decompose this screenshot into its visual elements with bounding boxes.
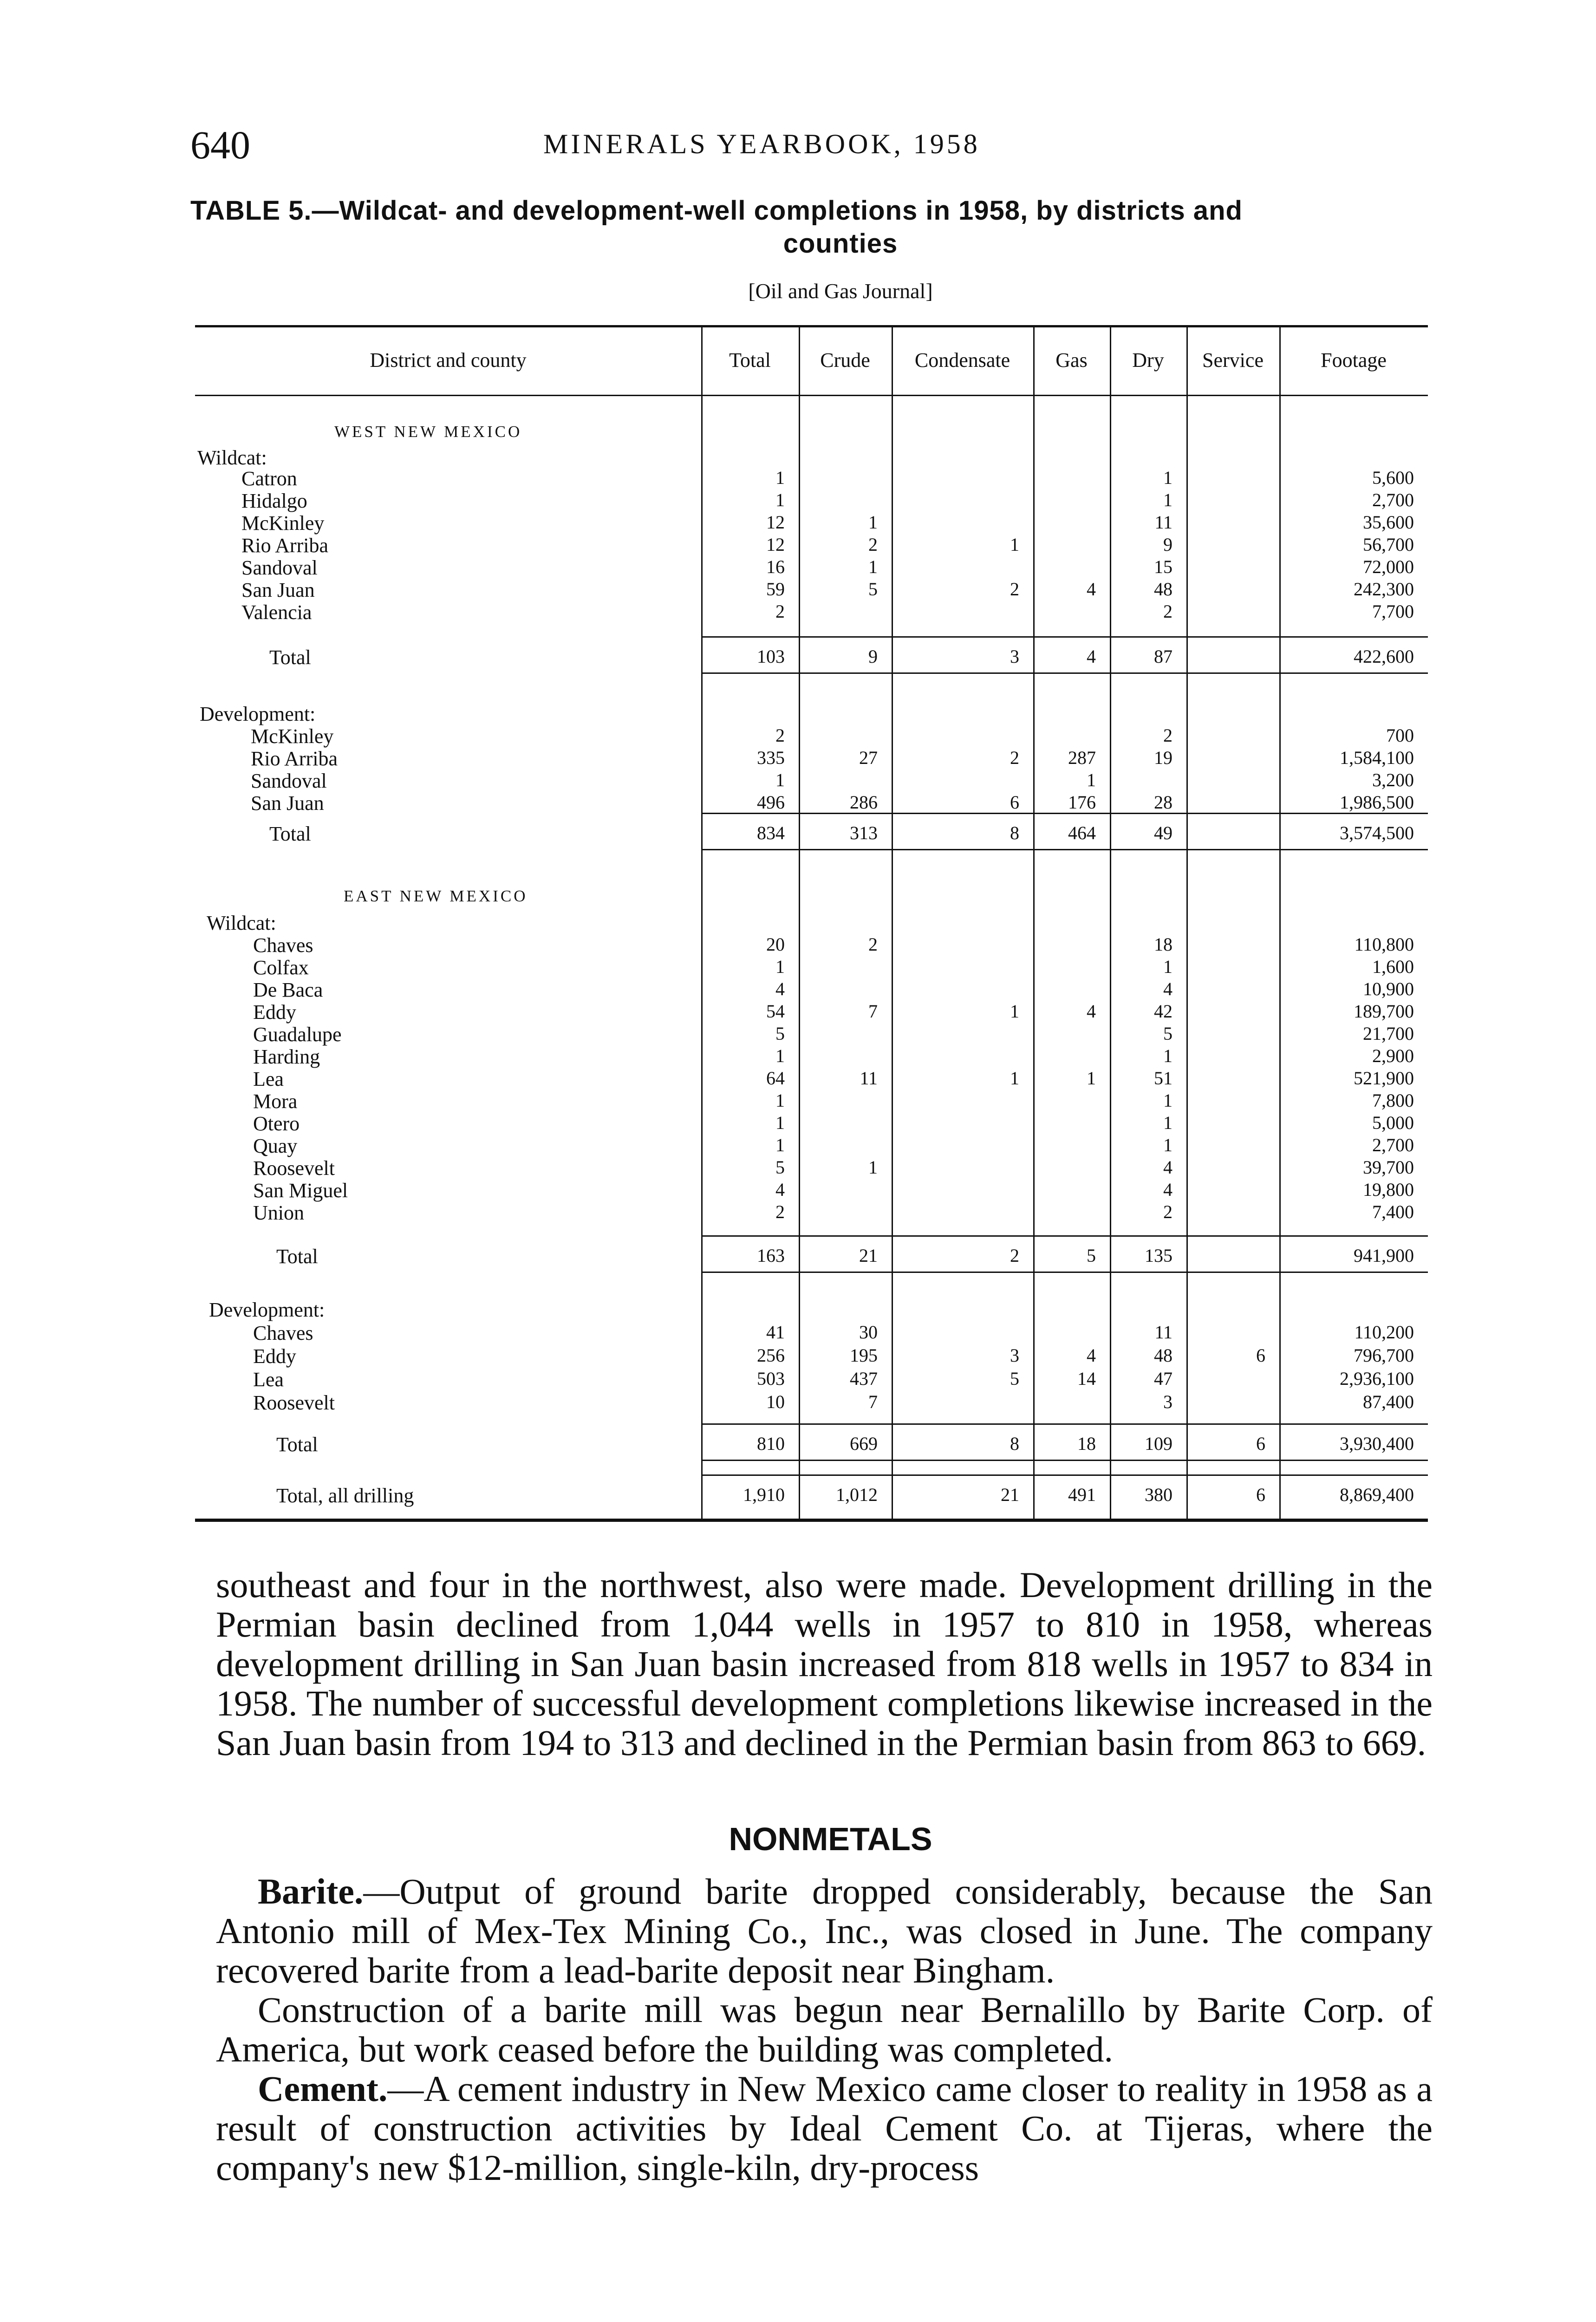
- table-row: [195, 1321, 1428, 1344]
- row-label: San Juan: [251, 792, 324, 815]
- total-value: 313: [850, 822, 878, 843]
- cell-value: 11: [1154, 1322, 1173, 1343]
- cell-value: 1: [1163, 489, 1173, 510]
- cell-value: 5: [775, 1023, 785, 1044]
- row-label: Hidalgo: [241, 489, 307, 512]
- table-row: [195, 1391, 1428, 1414]
- cell-value: 2: [868, 534, 878, 555]
- cell-value: 286: [850, 792, 878, 813]
- cell-value: 2: [775, 601, 785, 622]
- total-value: 87: [1154, 646, 1173, 667]
- cell-value: 28: [1154, 792, 1173, 813]
- cell-value: 54: [766, 1001, 785, 1022]
- total-value: 21: [859, 1245, 878, 1266]
- cell-value: 2: [1163, 725, 1173, 746]
- table-row: [195, 556, 1428, 579]
- cell-value: 6: [1010, 792, 1019, 813]
- total-value: 8: [1010, 1433, 1019, 1454]
- table-row: [195, 511, 1428, 535]
- cell-value: 2,700: [1372, 489, 1414, 510]
- cell-value: 72,000: [1363, 556, 1414, 577]
- cell-value: 59: [766, 579, 785, 600]
- running-title: MINERALS YEARBOOK, 1958: [543, 129, 980, 159]
- cell-value: 9: [1163, 534, 1173, 555]
- total-value: 8: [1010, 822, 1019, 843]
- cell-value: 2: [775, 1201, 785, 1222]
- table-row: [195, 600, 1428, 624]
- cell-value: 16: [766, 556, 785, 577]
- cell-value: 4: [1163, 1157, 1173, 1178]
- row-label: Lea: [253, 1368, 284, 1391]
- total-value: 9: [868, 646, 878, 667]
- cell-value: 1: [868, 512, 878, 533]
- total-rule: [701, 1423, 1428, 1425]
- section-heading-west: WEST NEW MEXICO: [334, 423, 522, 441]
- total-rule: [701, 813, 1428, 814]
- table-row: [195, 1112, 1428, 1135]
- cell-value: 110,200: [1354, 1322, 1414, 1343]
- table-row: [195, 1156, 1428, 1180]
- table-caption-line1: TABLE 5.—Wildcat- and development-well completions in 1958, by districts and: [190, 196, 1243, 226]
- nonmetals-text: [216, 1872, 1433, 2187]
- table-row: [195, 1000, 1428, 1024]
- paragraph-text: southeast and four in the northwest, also were made. Development drilling in the Permian basin declined from 1,044 wells in 1957 to 810 in 1958, whereas development drilling in San Juan basin increased from 818 wells in 1957 to 834 in 1958. The number of successful development completions likewise increased in the San Juan basin from 194 to 313 and declined in the Permian basin from 863 to 669.: [216, 1565, 1433, 1763]
- cell-value: 110,800: [1354, 934, 1414, 955]
- row-label: San Miguel: [253, 1179, 348, 1202]
- cell-value: 1: [1163, 956, 1173, 977]
- total-value: 1,012: [836, 1484, 878, 1505]
- cell-value: 5: [868, 579, 878, 600]
- total-rule: [701, 849, 1428, 850]
- cell-value: 5,000: [1372, 1112, 1414, 1133]
- total-value: 6: [1256, 1484, 1265, 1505]
- total-value: 18: [1077, 1433, 1096, 1454]
- cell-value: 1: [868, 1157, 878, 1178]
- cell-value: 42: [1154, 1001, 1173, 1022]
- cell-value: 1: [775, 956, 785, 977]
- column-header-crude: Crude: [820, 348, 870, 372]
- row-label: Union: [253, 1201, 304, 1224]
- table-row: [195, 1179, 1428, 1202]
- row-label: McKinley: [241, 512, 325, 535]
- total-value: 669: [850, 1433, 878, 1454]
- cell-value: 2: [1010, 747, 1019, 768]
- cell-value: 1: [775, 1090, 785, 1111]
- cell-value: 3: [1163, 1391, 1173, 1412]
- group-label-development: Development:: [200, 703, 316, 725]
- paragraph-drilling: [216, 1565, 1433, 1762]
- total-rule: [701, 1474, 1428, 1476]
- cell-value: 437: [850, 1368, 878, 1389]
- cell-value: 176: [1068, 792, 1096, 813]
- table-row: [195, 956, 1428, 979]
- cell-value: 189,700: [1354, 1001, 1414, 1022]
- row-label: Sandoval: [251, 770, 327, 792]
- cell-value: 503: [757, 1368, 785, 1389]
- row-label: Harding: [253, 1045, 320, 1068]
- cell-value: 27: [859, 747, 878, 768]
- table-row: [195, 1023, 1428, 1046]
- row-label: Colfax: [253, 956, 309, 979]
- cell-value: 30: [859, 1322, 878, 1343]
- column-header-condensate: Condensate: [914, 348, 1010, 372]
- cell-value: 1: [1087, 1068, 1096, 1089]
- cell-value: 35,600: [1363, 512, 1414, 533]
- row-label: Valencia: [241, 601, 312, 624]
- cell-value: 19,800: [1363, 1179, 1414, 1200]
- cell-value: 6: [1256, 1345, 1265, 1366]
- cell-value: 2,700: [1372, 1135, 1414, 1155]
- table-row: [195, 791, 1428, 815]
- barite-text: —Output of ground barite dropped considerably, because the San Antonio mill of Mex-Tex Mining Co., Inc., was closed in June. The company recovered barite from a lead-barite deposit near Bingham.: [216, 1871, 1433, 1990]
- cell-value: 1: [775, 1112, 785, 1133]
- cell-value: 64: [766, 1068, 785, 1089]
- cell-value: 1: [1163, 1112, 1173, 1133]
- cell-value: 4: [775, 1179, 785, 1200]
- cell-value: 1: [775, 1135, 785, 1155]
- cell-value: 700: [1386, 725, 1414, 746]
- total-rule: [701, 1460, 1428, 1461]
- column-header-total: Total: [729, 348, 771, 372]
- table-row: [195, 724, 1428, 748]
- total-value: 4: [1087, 646, 1096, 667]
- cell-value: 14: [1077, 1368, 1096, 1389]
- cell-value: 1: [1163, 467, 1173, 488]
- cell-value: 5,600: [1372, 467, 1414, 488]
- cell-value: 335: [757, 747, 785, 768]
- total-label: Total: [269, 822, 311, 845]
- row-label: Sandoval: [241, 556, 318, 579]
- section-heading-east: EAST NEW MEXICO: [344, 887, 528, 905]
- cell-value: 4: [1087, 1345, 1096, 1366]
- row-label: Guadalupe: [253, 1023, 342, 1046]
- cell-value: 7,800: [1372, 1090, 1414, 1111]
- row-label: Rio Arriba: [251, 747, 338, 770]
- total-value: 103: [757, 646, 785, 667]
- total-row: [195, 1245, 1428, 1268]
- row-label: De Baca: [253, 978, 323, 1001]
- cell-value: 5: [1163, 1023, 1173, 1044]
- cell-value: 11: [860, 1068, 878, 1089]
- cell-value: 1: [1010, 534, 1019, 555]
- cell-value: 242,300: [1354, 579, 1414, 600]
- lead-cement: Cement.: [258, 2068, 388, 2109]
- row-label: San Juan: [241, 579, 315, 601]
- cell-value: 1,986,500: [1340, 792, 1414, 813]
- total-value: 464: [1068, 822, 1096, 843]
- row-label: Eddy: [253, 1345, 296, 1368]
- row-label: Catron: [241, 467, 297, 490]
- cell-value: 1: [775, 489, 785, 510]
- cell-value: 5: [1010, 1368, 1019, 1389]
- total-rule: [701, 1272, 1428, 1273]
- table-row: [195, 1344, 1428, 1368]
- table-row: [195, 1067, 1428, 1090]
- cell-value: 51: [1154, 1068, 1173, 1089]
- cell-value: 7,700: [1372, 601, 1414, 622]
- total-label: Total: [276, 1245, 318, 1268]
- table-row: [195, 489, 1428, 512]
- row-label: Eddy: [253, 1001, 296, 1024]
- table-row: [195, 978, 1428, 1001]
- cell-value: 496: [757, 792, 785, 813]
- group-label-development: Development:: [209, 1298, 325, 1321]
- cell-value: 3: [1010, 1345, 1019, 1366]
- total-rule: [701, 1235, 1428, 1237]
- total-value: 3,930,400: [1340, 1433, 1414, 1454]
- total-value: 491: [1068, 1484, 1096, 1505]
- table-caption: [190, 195, 1426, 259]
- total-value: 941,900: [1354, 1245, 1414, 1266]
- paragraph-cement: [216, 2069, 1433, 2187]
- total-rule: [701, 672, 1428, 674]
- cell-value: 21,700: [1363, 1023, 1414, 1044]
- total-label: Total: [276, 1433, 318, 1456]
- total-value: 163: [757, 1245, 785, 1266]
- table-row: [195, 467, 1428, 490]
- table-row: [195, 1089, 1428, 1113]
- cell-value: 48: [1154, 579, 1173, 600]
- cell-value: 521,900: [1354, 1068, 1414, 1089]
- cell-value: 1: [1163, 1045, 1173, 1066]
- total-row: [195, 822, 1428, 845]
- row-label: McKinley: [251, 725, 334, 748]
- cell-value: 7: [868, 1391, 878, 1412]
- cell-value: 1: [1163, 1090, 1173, 1111]
- table-bottom-rule: [195, 1519, 1428, 1522]
- row-label: Chaves: [253, 934, 313, 957]
- cell-value: 3,200: [1372, 770, 1414, 790]
- column-header-service: Service: [1202, 348, 1264, 372]
- total-value: 380: [1145, 1484, 1173, 1505]
- cell-value: 2: [775, 725, 785, 746]
- total-label: Total: [269, 646, 311, 669]
- total-value: 2: [1010, 1245, 1019, 1266]
- cell-value: 4: [1087, 1001, 1096, 1022]
- total-value: 109: [1145, 1433, 1173, 1454]
- cell-value: 2: [1010, 579, 1019, 600]
- table-caption-line2: counties: [783, 228, 898, 259]
- row-label: Otero: [253, 1112, 300, 1135]
- cell-value: 2: [1163, 601, 1173, 622]
- cell-value: 18: [1154, 934, 1173, 955]
- table-row: [195, 769, 1428, 792]
- cell-value: 256: [757, 1345, 785, 1366]
- cell-value: 7,400: [1372, 1201, 1414, 1222]
- table-row: [195, 933, 1428, 957]
- header-rule: [195, 395, 1428, 396]
- group-label-wildcat: Wildcat:: [207, 912, 276, 934]
- column-header-district: District and county: [370, 348, 527, 372]
- table-row: [195, 1368, 1428, 1391]
- column-header-footage: Footage: [1321, 348, 1387, 372]
- cell-value: 4: [1087, 579, 1096, 600]
- cell-value: 2: [1163, 1201, 1173, 1222]
- row-label: Lea: [253, 1068, 284, 1090]
- cell-value: 1,600: [1372, 956, 1414, 977]
- table-row: [195, 1045, 1428, 1068]
- total-rule: [701, 636, 1428, 638]
- table-row: [195, 1134, 1428, 1157]
- table-row: [195, 1201, 1428, 1224]
- cell-value: 11: [1154, 512, 1173, 533]
- cell-value: 195: [850, 1345, 878, 1366]
- cell-value: 41: [766, 1322, 785, 1343]
- table-row: [195, 747, 1428, 770]
- cell-value: 87,400: [1363, 1391, 1414, 1412]
- total-value: 3: [1010, 646, 1019, 667]
- cell-value: 47: [1154, 1368, 1173, 1389]
- cell-value: 2,936,100: [1340, 1368, 1414, 1389]
- cell-value: 1,584,100: [1340, 747, 1414, 768]
- total-value: 810: [757, 1433, 785, 1454]
- cell-value: 796,700: [1354, 1345, 1414, 1366]
- grand-total-row: [195, 1484, 1428, 1507]
- paragraph-barite: [216, 1872, 1433, 1990]
- cell-value: 4: [1163, 1179, 1173, 1200]
- total-label: Total, all drilling: [276, 1484, 414, 1507]
- total-value: 49: [1154, 822, 1173, 843]
- cell-value: 2: [868, 934, 878, 955]
- cell-value: 1: [1163, 1135, 1173, 1155]
- paragraph-barite-mill: Construction of a barite mill was begun near Bernalillo by Barite Corp. of America, but work ceased before the building was completed.: [216, 1989, 1433, 2069]
- cell-value: 2,900: [1372, 1045, 1414, 1066]
- row-label: Mora: [253, 1090, 298, 1113]
- group-label-wildcat: Wildcat:: [197, 446, 267, 469]
- cell-value: 19: [1154, 747, 1173, 768]
- cell-value: 10,900: [1363, 978, 1414, 999]
- cement-text: —A cement industry in New Mexico came closer to reality in 1958 as a result of construction activities by Ideal Cement Co. at Tijeras, where the company's new $12-million, single-kiln, dry-process: [216, 2068, 1433, 2188]
- running-header: [190, 122, 1388, 173]
- total-value: 422,600: [1354, 646, 1414, 667]
- total-value: 21: [1001, 1484, 1019, 1505]
- total-value: 8,869,400: [1340, 1484, 1414, 1505]
- cell-value: 1: [775, 467, 785, 488]
- well-completions-table: [195, 325, 1428, 1542]
- cell-value: 1: [1010, 1068, 1019, 1089]
- row-label: Rio Arriba: [241, 534, 328, 557]
- total-row: [195, 646, 1428, 669]
- cell-value: 5: [775, 1157, 785, 1178]
- table-row: [195, 578, 1428, 601]
- cell-value: 39,700: [1363, 1157, 1414, 1178]
- cell-value: 48: [1154, 1345, 1173, 1366]
- total-row: [195, 1433, 1428, 1456]
- cell-value: 7: [868, 1001, 878, 1022]
- total-value: 834: [757, 822, 785, 843]
- cell-value: 56,700: [1363, 534, 1414, 555]
- cell-value: 15: [1154, 556, 1173, 577]
- cell-value: 1: [1010, 1001, 1019, 1022]
- row-label: Chaves: [253, 1322, 313, 1344]
- column-header-gas: Gas: [1055, 348, 1088, 372]
- table-row: [195, 534, 1428, 557]
- cell-value: 4: [775, 978, 785, 999]
- cell-value: 1: [775, 770, 785, 790]
- cell-value: 12: [766, 512, 785, 533]
- total-value: 6: [1256, 1433, 1265, 1454]
- cell-value: 10: [766, 1391, 785, 1412]
- total-value: 3,574,500: [1340, 822, 1414, 843]
- lead-barite: Barite.: [258, 1871, 364, 1911]
- cell-value: 20: [766, 934, 785, 955]
- table-source: [Oil and Gas Journal]: [748, 279, 933, 303]
- page-number: 640: [190, 123, 250, 167]
- cell-value: 1: [868, 556, 878, 577]
- row-label: Quay: [253, 1135, 298, 1157]
- section-heading-nonmetals: NONMETALS: [729, 1821, 932, 1857]
- column-header-dry: Dry: [1132, 348, 1164, 372]
- row-label: Roosevelt: [253, 1391, 335, 1414]
- cell-value: 1: [775, 1045, 785, 1066]
- row-label: Roosevelt: [253, 1157, 335, 1180]
- total-value: 1,910: [743, 1484, 785, 1505]
- total-value: 135: [1145, 1245, 1173, 1266]
- cell-value: 287: [1068, 747, 1096, 768]
- total-value: 5: [1087, 1245, 1096, 1266]
- cell-value: 12: [766, 534, 785, 555]
- cell-value: 1: [1087, 770, 1096, 790]
- cell-value: 4: [1163, 978, 1173, 999]
